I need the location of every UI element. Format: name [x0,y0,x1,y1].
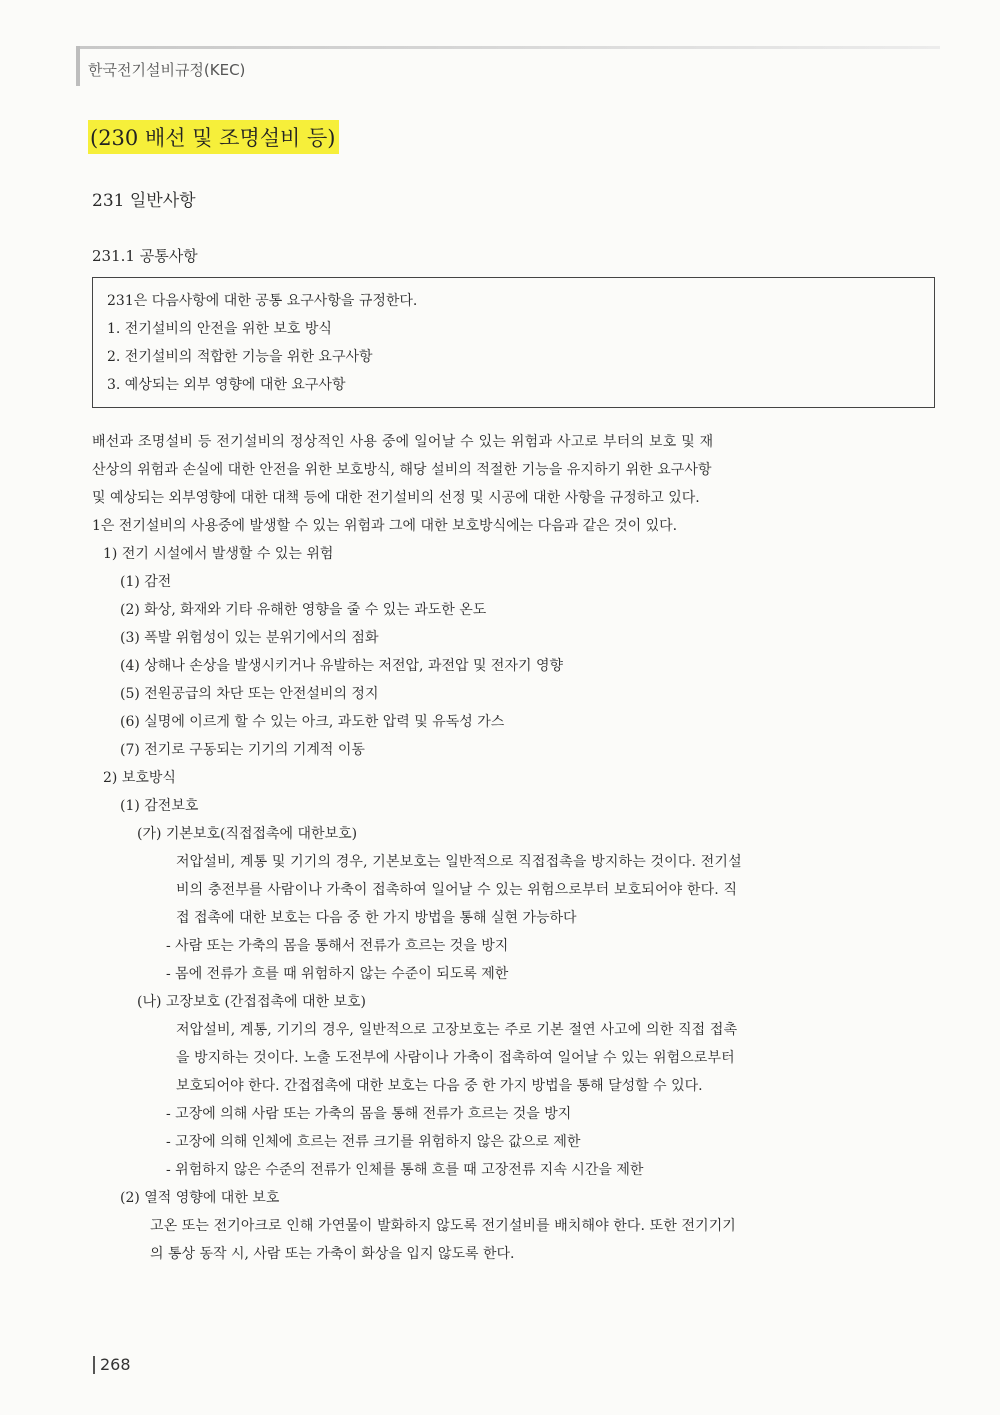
sub-item-text: 보호되어야 한다. 간접접촉에 대한 보호는 다음 중 한 가지 방법을 통해 달성할 수 있다. [176,1078,703,1094]
page-number-bar [93,1356,95,1374]
section-title: 231 일반사항 [92,191,196,211]
list-item-text: 의 통상 동작 시, 사람 또는 가축이 화상을 입지 않도록 한다. [150,1246,515,1262]
list-item: (4) 상해나 손상을 발생시키거나 유발하는 저전압, 과전압 및 전자기 영향 [120,658,564,674]
box-line: 231은 다음사항에 대한 공통 요구사항을 규정한다. [107,293,418,309]
sub-item-text: 비의 충전부를 사람이나 가축이 접촉하여 일어날 수 있는 위험으로부터 보호되어야 한다. 직 [176,882,738,898]
list-item: (1) 감전보호 [120,798,199,814]
running-head: 한국전기설비규정(KEC) [88,61,246,79]
list-item: (7) 전기로 구동되는 기기의 기계적 이동 [120,742,365,758]
dash-item: - 몸에 전류가 흐를 때 위험하지 않는 수준이 되도록 제한 [166,966,509,982]
dash-item: - 위험하지 않은 수준의 전류가 인체를 통해 흐를 때 고장전류 지속 시간을 제한 [166,1162,644,1178]
list-item: (2) 열적 영향에 대한 보호 [120,1190,280,1206]
list-item: (2) 화상, 화재와 기타 유해한 영향을 줄 수 있는 과도한 온도 [120,602,487,618]
list-heading: 1) 전기 시설에서 발생할 수 있는 위험 [103,546,334,562]
box-line: 2. 전기설비의 적합한 기능을 위한 요구사항 [107,349,373,365]
sub-item-text: 을 방지하는 것이다. 노출 도전부에 사람이나 가축이 접촉하여 일어날 수 있는 위험으로부터 [176,1050,735,1066]
page-number: 268 [100,1355,131,1374]
list-item: (6) 실명에 이르게 할 수 있는 아크, 과도한 압력 및 유독성 가스 [120,714,505,730]
sub-item-heading: (나) 고장보호 (간접접촉에 대한 보호) [137,994,366,1010]
body-paragraph-line: 배선과 조명설비 등 전기설비의 정상적인 사용 중에 일어날 수 있는 위험과 사고로 부터의 보호 및 재 [92,434,714,450]
header-rule [80,46,940,49]
box-line: 3. 예상되는 외부 영향에 대한 요구사항 [107,377,346,393]
chapter-title: (230 배선 및 조명설비 등) [88,120,339,154]
dash-item: - 고장에 의해 인체에 흐르는 전류 크기를 위험하지 않은 값으로 제한 [166,1134,581,1150]
list-heading: 2) 보호방식 [103,770,176,786]
subsection-title: 231.1 공통사항 [92,247,198,265]
header-bar [76,46,80,86]
list-item-text: 고온 또는 전기아크로 인해 가연물이 발화하지 않도록 전기설비를 배치해야 한다. 또한 전기기기 [150,1218,736,1234]
body-paragraph-line: 1은 전기설비의 사용중에 발생할 수 있는 위험과 그에 대한 보호방식에는 다음과 같은 것이 있다. [92,518,678,534]
body-paragraph-line: 산상의 위험과 손실에 대한 안전을 위한 보호방식, 해당 설비의 적절한 기능을 유지하기 위한 요구사항 [92,462,712,478]
sub-item-text: 저압설비, 계통 및 기기의 경우, 기본보호는 일반적으로 직접접촉을 방지하는 것이다. 전기설 [176,854,742,870]
summary-box [92,277,935,408]
body-paragraph-line: 및 예상되는 외부영향에 대한 대책 등에 대한 전기설비의 선정 및 시공에 대한 사항을 규정하고 있다. [92,490,700,506]
sub-item-text: 저압설비, 계통, 기기의 경우, 일반적으로 고장보호는 주로 기본 절연 사고에 의한 직접 접촉 [176,1022,738,1038]
box-line: 1. 전기설비의 안전을 위한 보호 방식 [107,321,332,337]
sub-item-heading: (가) 기본보호(직접접촉에 대한보호) [137,826,358,842]
list-item: (3) 폭발 위험성이 있는 분위기에서의 점화 [120,630,379,646]
list-item: (1) 감전 [120,574,172,590]
sub-item-text: 접 접촉에 대한 보호는 다음 중 한 가지 방법을 통해 실현 가능하다 [176,910,577,926]
dash-item: - 사람 또는 가축의 몸을 통해서 전류가 흐르는 것을 방지 [166,938,509,954]
dash-item: - 고장에 의해 사람 또는 가축의 몸을 통해 전류가 흐르는 것을 방지 [166,1106,572,1122]
list-item: (5) 전원공급의 차단 또는 안전설비의 정지 [120,686,379,702]
